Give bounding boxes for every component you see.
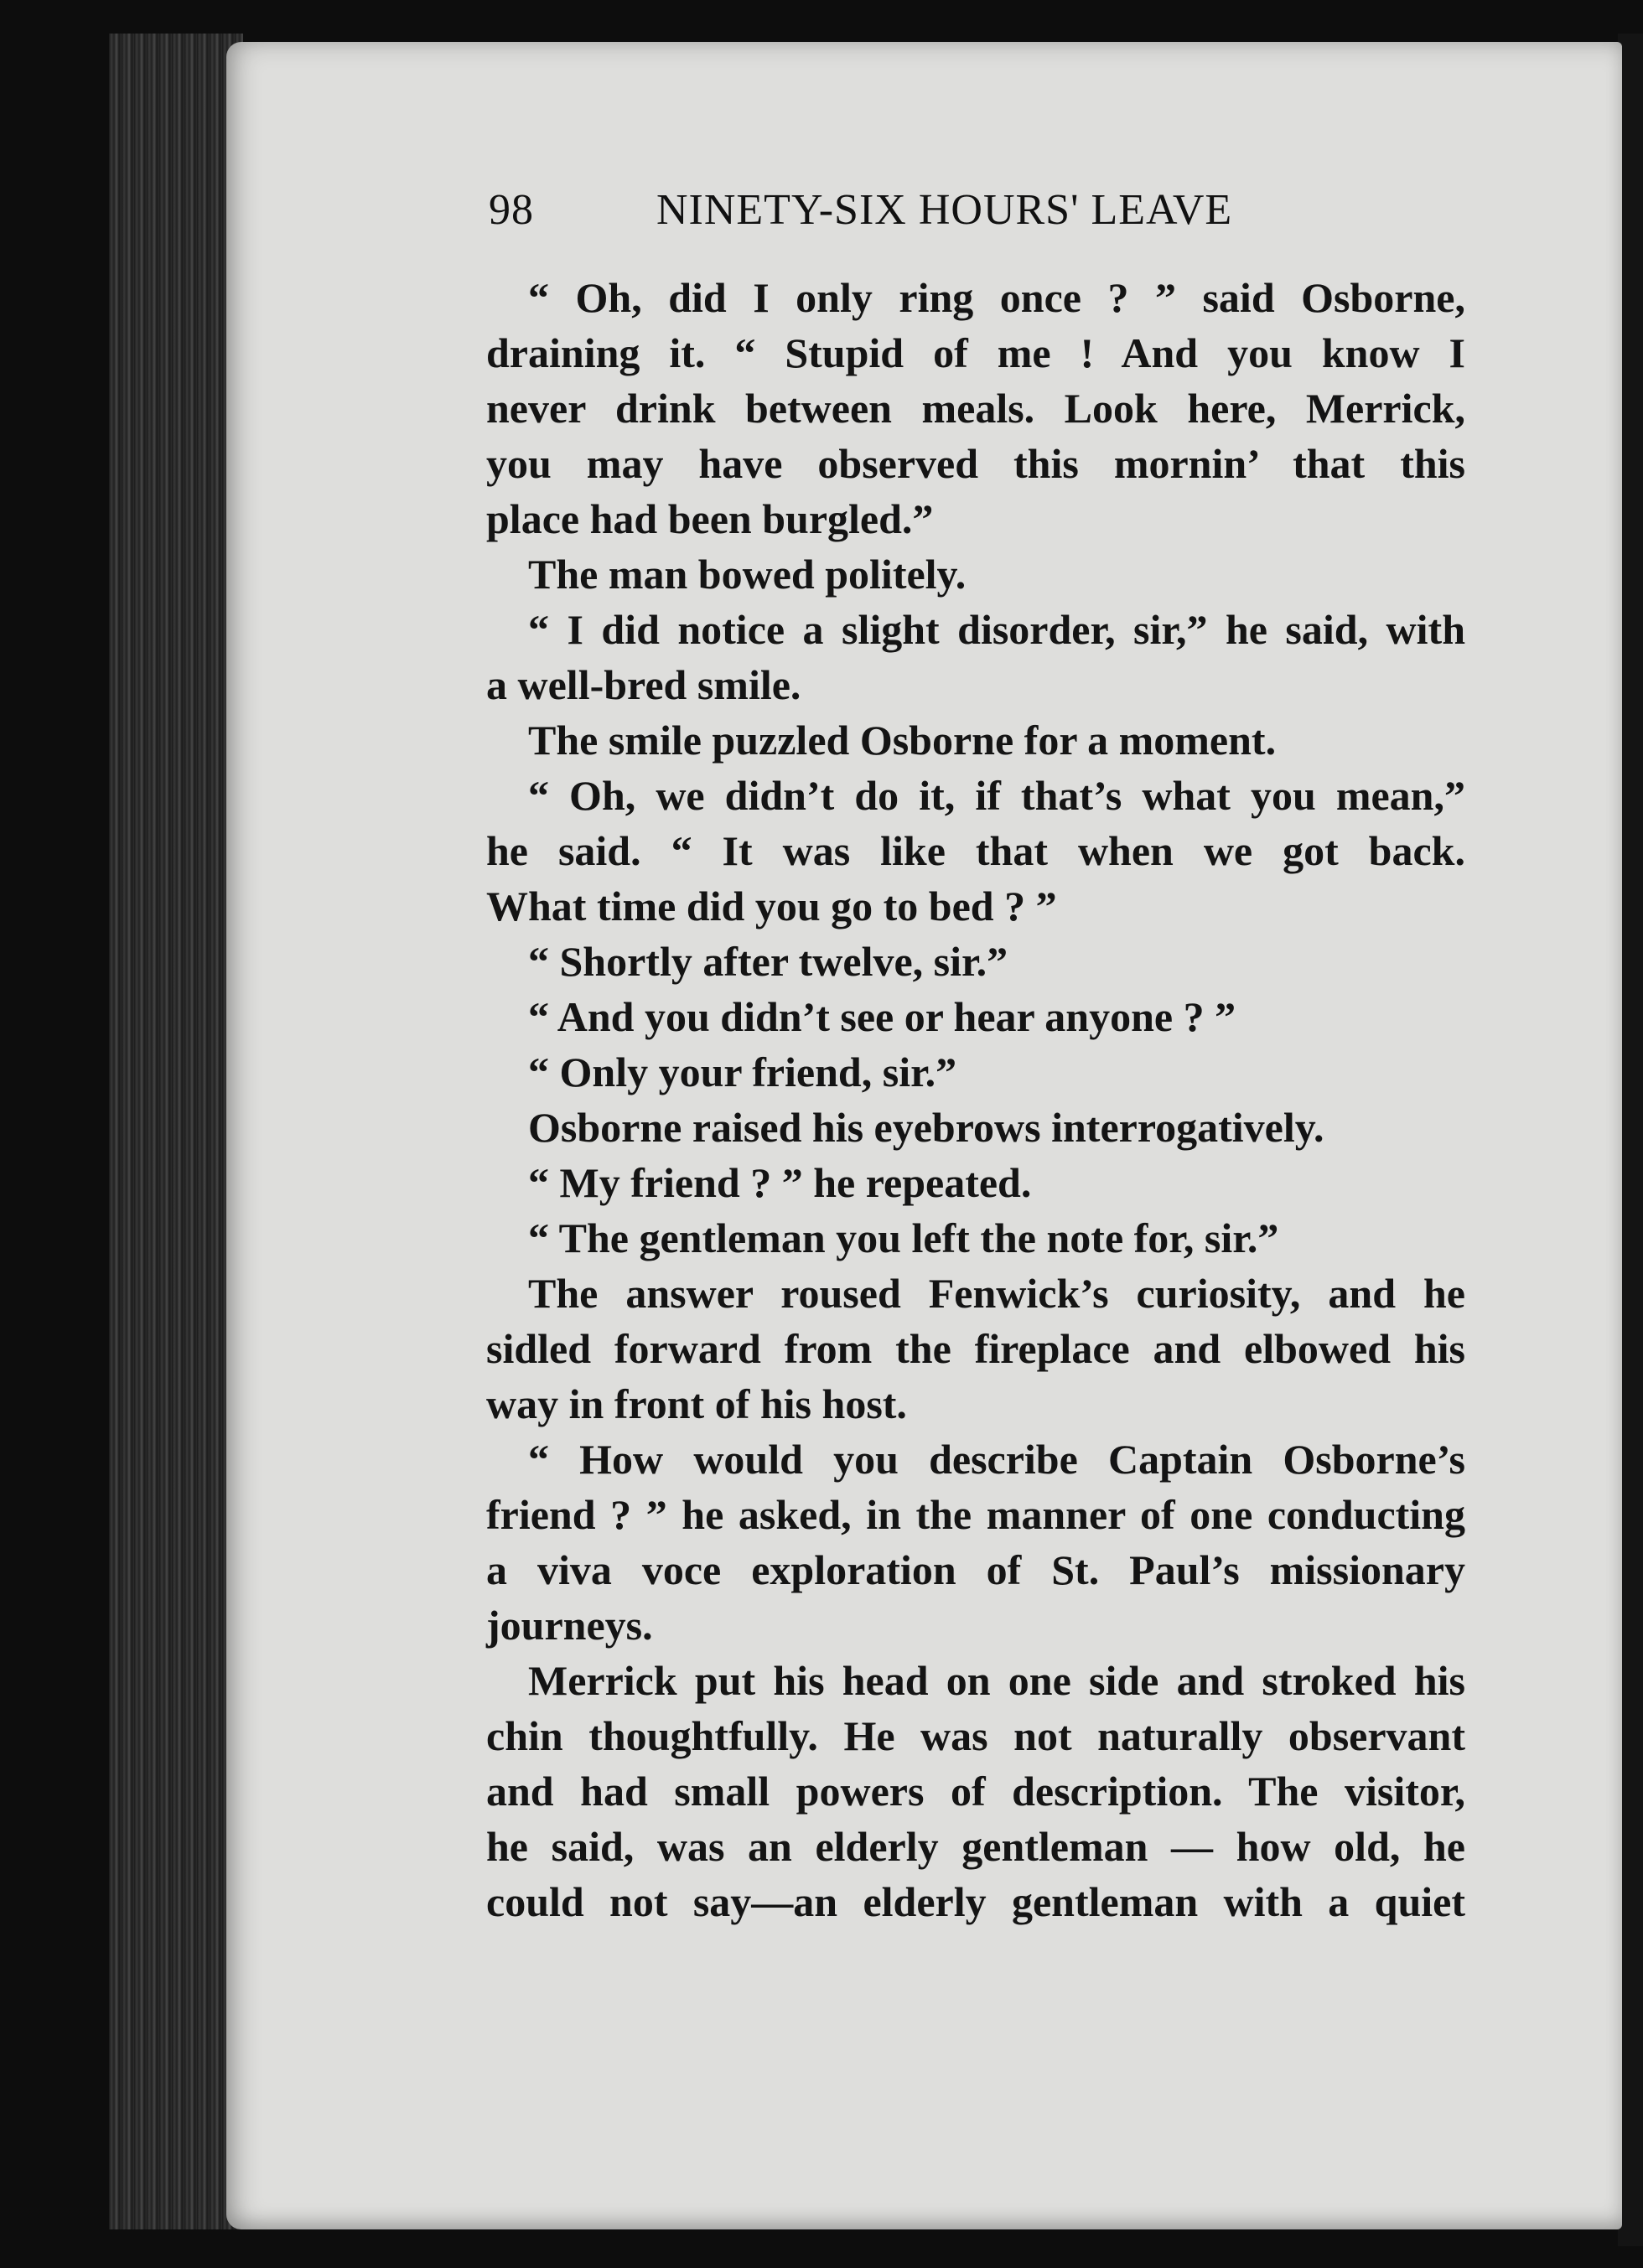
text-line: sidled forward from the fireplace and elbowed his [486,1325,1465,1372]
text-line: and had small powers of description. The visitor, [486,1768,1465,1815]
text-line: a viva voce exploration of St. Paul’s missionary [486,1546,1465,1593]
text-line: “ How would you describe Captain Osborne’s [528,1436,1465,1483]
text-line: could not say—an elderly gentleman with a quiet [486,1878,1465,1925]
text-line: “ Only your friend, sir.” [528,1049,957,1095]
text-line: “ I did notice a slight disorder, sir,” he said, with [528,606,1465,653]
text-line: a well-bred smile. [486,661,801,708]
text-line: friend ? ” he asked, in the manner of one conducting [486,1491,1465,1538]
text-line: “ My friend ? ” he repeated. [528,1159,1032,1206]
text-line: he said. “ It was like that when we got back. [486,827,1465,874]
book-spine-edge [109,34,243,2229]
text-line: you may have observed this mornin’ that this [486,440,1465,487]
page-number: 98 [489,186,534,234]
text-line: never drink between meals. Look here, Merrick, [486,385,1465,432]
text-line: way in front of his host. [486,1380,907,1427]
text-line: The man bowed politely. [528,551,967,598]
text-line: journeys. [486,1602,653,1649]
text-line: he said, was an elderly gentleman — how old, he [486,1823,1465,1870]
text-line: The smile puzzled Osborne for a moment. [528,717,1277,764]
text-line: What time did you go to bed ? ” [486,883,1057,929]
text-line: “ Oh, did I only ring once ? ” said Osborne, [528,274,1465,321]
text-line: “ The gentleman you left the note for, sir.” [528,1214,1279,1261]
text-line: “ And you didn’t see or hear anyone ? ” [528,993,1236,1040]
text-line: “ Shortly after twelve, sir.” [528,938,1008,985]
text-line: Osborne raised his eyebrows interrogatively. [528,1104,1324,1151]
text-line: The answer roused Fenwick’s curiosity, and he [528,1270,1465,1317]
running-head [489,181,1327,240]
text-line: chin thoughtfully. He was not naturally observant [486,1712,1465,1759]
text-line: Merrick put his head on one side and stroked his [528,1657,1465,1704]
text-line: draining it. “ Stupid of me ! And you know I [486,329,1465,376]
text-line: “ Oh, we didn’t do it, if that’s what you mean,” [528,772,1465,819]
text-line: place had been burgled.” [486,495,934,542]
running-title: NINETY-SIX HOURS' LEAVE [656,186,1233,234]
